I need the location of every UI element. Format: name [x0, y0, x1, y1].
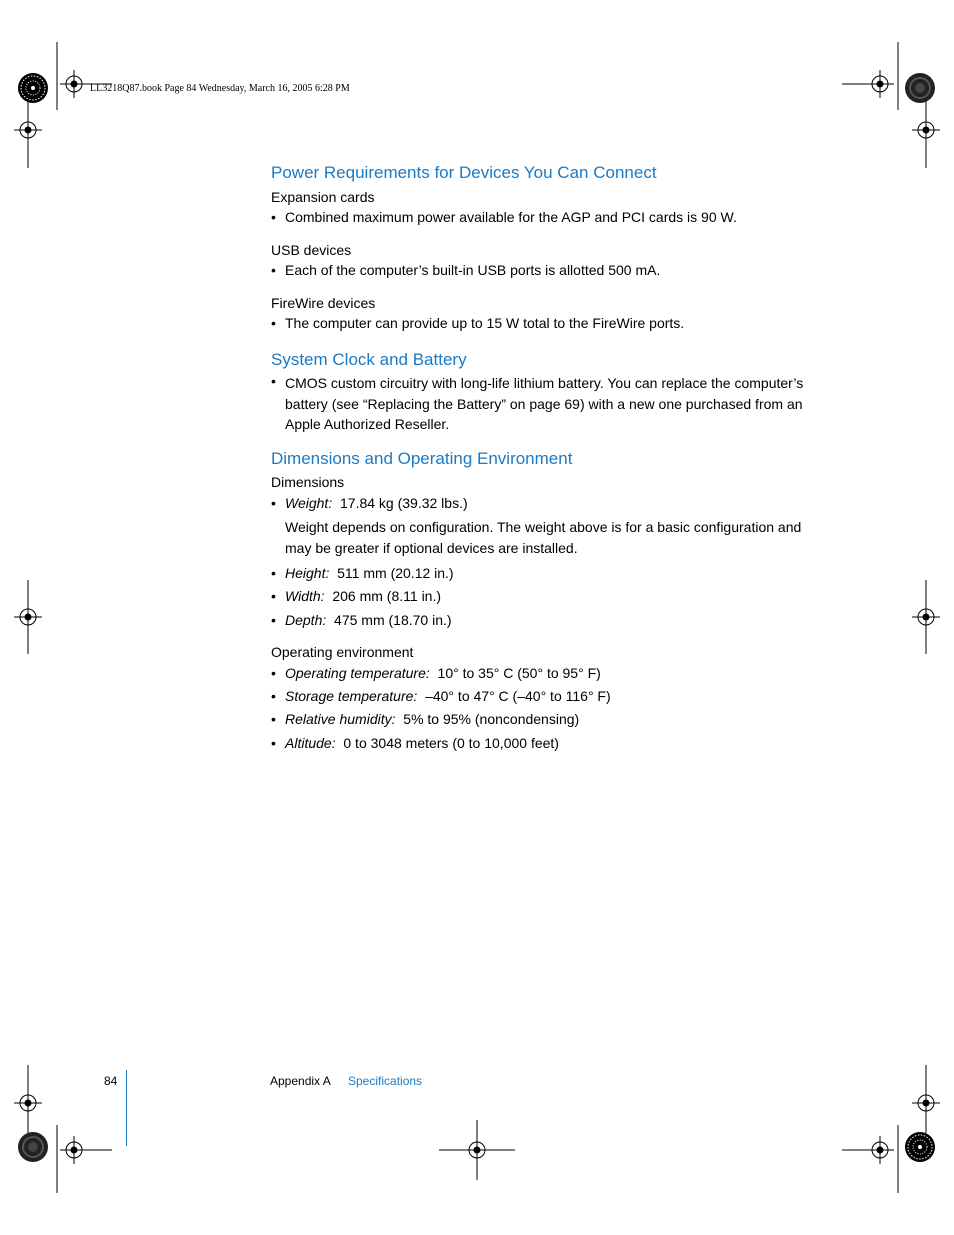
width-key: Width:: [285, 588, 325, 604]
text-line: Weight depends on configuration. The weight above is for a basic configuration and: [285, 519, 802, 535]
firewire-devices-text: The computer can provide up to 15 W total to the FireWire ports.: [285, 315, 685, 331]
registration-target-icon: [60, 1136, 112, 1164]
usb-devices-text: Each of the computer’s built-in USB ports is allotted 500 mA.: [285, 262, 661, 278]
text-line: CMOS custom circuitry with long-life lithium battery. You can replace the computer’s: [285, 375, 804, 391]
bullet: •: [271, 588, 276, 604]
weight-key: Weight:: [285, 495, 333, 511]
width-value: 206 mm (8.11 in.): [332, 588, 442, 604]
bullet: •: [271, 209, 276, 225]
altitude-key: Altitude:: [285, 735, 336, 751]
footer-rule: [126, 1070, 127, 1146]
bullet: •: [271, 711, 276, 727]
label-operating-environment: Operating environment: [271, 644, 414, 660]
height-key: Height:: [285, 565, 330, 581]
weight-value: 17.84 kg (39.32 lbs.): [340, 495, 468, 511]
altitude-value: 0 to 3048 meters (0 to 10,000 feet): [343, 735, 559, 751]
bullet: •: [271, 688, 276, 704]
bullet: •: [271, 565, 276, 581]
gray-disc-mark-icon: [905, 73, 935, 103]
storage-temp-value: –40° to 47° C (–40° to 116° F): [425, 688, 611, 704]
text-line: may be greater if optional devices are installed.: [285, 539, 578, 556]
label-expansion-cards: Expansion cards: [271, 189, 375, 205]
bullet: •: [271, 665, 276, 681]
registration-target-icon: [842, 1136, 894, 1164]
footer-appendix: Appendix A: [270, 1074, 331, 1088]
depth-value: 475 mm (18.70 in.): [334, 612, 452, 628]
page-number: 84: [104, 1074, 118, 1088]
footer-section: Specifications: [348, 1074, 423, 1088]
humidity-value: 5% to 95% (noncondensing): [403, 711, 580, 727]
registration-target-icon: [842, 70, 894, 98]
bullet: •: [271, 262, 276, 278]
starburst-mark-icon: [18, 73, 48, 103]
heading-dimensions-environment: Dimensions and Operating Environment: [271, 449, 573, 468]
expansion-cards-text: Combined maximum power available for the AGP and PCI cards is 90 W.: [285, 209, 737, 225]
print-slug: LL3218Q87.book Page 84 Wednesday, March 16, 2005 6:28 PM: [90, 83, 350, 94]
label-dimensions: Dimensions: [271, 474, 345, 490]
height-value: 511 mm (20.12 in.): [337, 565, 454, 581]
bullet: •: [271, 735, 276, 751]
bullet: •: [271, 495, 276, 511]
depth-key: Depth:: [285, 612, 327, 628]
bullet: •: [271, 315, 276, 331]
label-usb-devices: USB devices: [271, 242, 352, 258]
humidity-key: Relative humidity:: [285, 711, 396, 727]
heading-system-clock: System Clock and Battery: [271, 350, 467, 369]
clock-battery-text: [285, 373, 803, 435]
bullet: •: [271, 612, 276, 628]
label-firewire-devices: FireWire devices: [271, 295, 376, 311]
gray-disc-mark-icon: [18, 1132, 48, 1162]
operating-temp-value: 10° to 35° C (50° to 95° F): [437, 665, 601, 681]
operating-temp-key: Operating temperature:: [285, 665, 430, 681]
weight-note: [285, 517, 801, 558]
starburst-mark-icon: [905, 1132, 935, 1162]
bullet: •: [271, 373, 276, 389]
text-line: Apple Authorized Reseller.: [285, 416, 450, 432]
storage-temp-key: Storage temperature:: [285, 688, 418, 704]
text-line: battery (see “Replacing the Battery” on page 69) with a new one purchased from an: [285, 395, 803, 412]
heading-power-requirements: Power Requirements for Devices You Can Connect: [271, 163, 657, 182]
